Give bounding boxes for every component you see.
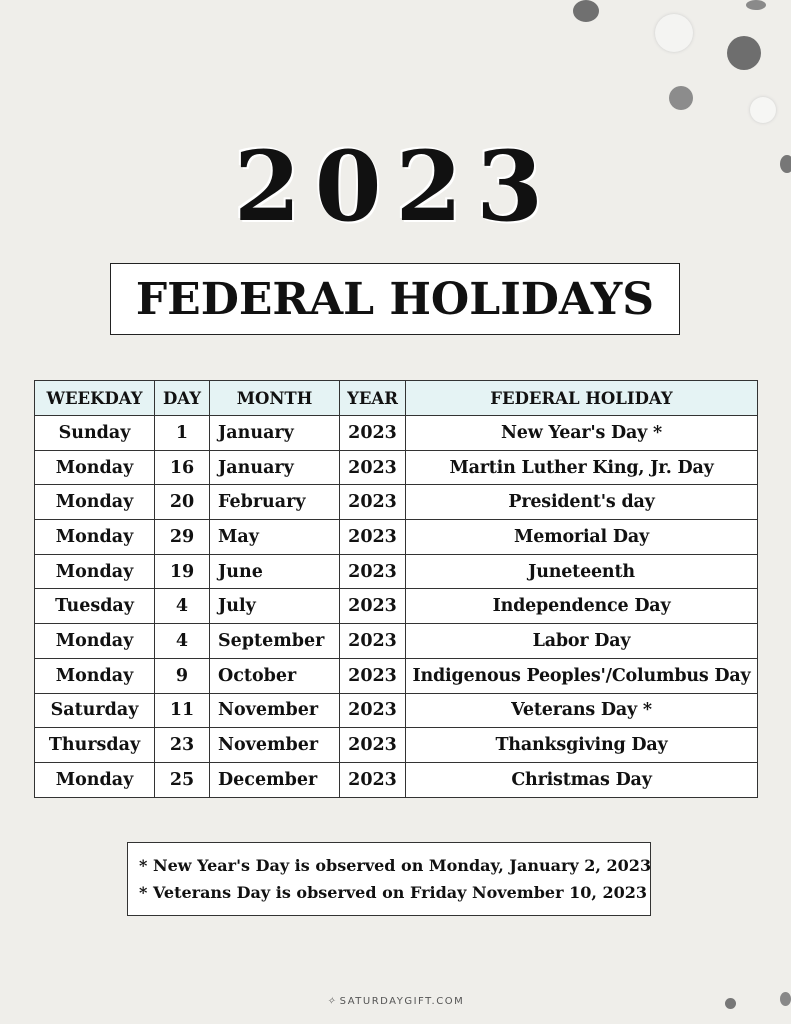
cell-day: 16: [155, 450, 210, 485]
cell-year: 2023: [340, 762, 406, 797]
cell-holiday: Martin Luther King, Jr. Day: [406, 450, 758, 485]
cell-holiday: Thanksgiving Day: [406, 728, 758, 763]
cell-month: November: [210, 728, 340, 763]
cell-weekday: Monday: [35, 554, 155, 589]
cell-year: 2023: [340, 520, 406, 555]
cell-holiday: Christmas Day: [406, 762, 758, 797]
observance-notes: [127, 842, 651, 916]
cell-day: 29: [155, 520, 210, 555]
cell-month: December: [210, 762, 340, 797]
table-header-row: [35, 381, 758, 416]
table-row: [35, 554, 758, 589]
cell-holiday: New Year's Day *: [406, 416, 758, 451]
table-row: [35, 624, 758, 659]
confetti-dot: [727, 36, 761, 70]
header-day: DAY: [155, 381, 210, 416]
header-month: MONTH: [210, 381, 340, 416]
page-subtitle: [110, 263, 680, 335]
cell-weekday: Monday: [35, 485, 155, 520]
cell-month: October: [210, 658, 340, 693]
cell-month: November: [210, 693, 340, 728]
cell-day: 19: [155, 554, 210, 589]
confetti-dot: [573, 0, 599, 22]
cell-day: 4: [155, 589, 210, 624]
cell-year: 2023: [340, 728, 406, 763]
cell-year: 2023: [340, 589, 406, 624]
cell-month: September: [210, 624, 340, 659]
cell-weekday: Monday: [35, 762, 155, 797]
cell-weekday: Saturday: [35, 693, 155, 728]
cell-holiday: Veterans Day *: [406, 693, 758, 728]
cell-day: 9: [155, 658, 210, 693]
cell-month: January: [210, 450, 340, 485]
brand-logo-icon: ✧: [326, 996, 337, 1007]
cell-year: 2023: [340, 624, 406, 659]
cell-weekday: Thursday: [35, 728, 155, 763]
confetti-dot: [746, 0, 766, 10]
cell-weekday: Tuesday: [35, 589, 155, 624]
cell-day: 1: [155, 416, 210, 451]
cell-weekday: Sunday: [35, 416, 155, 451]
cell-year: 2023: [340, 485, 406, 520]
cell-holiday: Independence Day: [406, 589, 758, 624]
footer-brand: [0, 996, 791, 1007]
table-row: [35, 589, 758, 624]
cell-holiday: President's day: [406, 485, 758, 520]
cell-month: January: [210, 416, 340, 451]
header-weekday: WEEKDAY: [35, 381, 155, 416]
note-veterans: * Veterans Day is observed on Friday November 10, 2023: [139, 883, 648, 902]
brand-text: SATURDAYGIFT.COM: [339, 996, 465, 1007]
cell-holiday: Indigenous Peoples'/Columbus Day: [406, 658, 758, 693]
cell-day: 4: [155, 624, 210, 659]
cell-holiday: Labor Day: [406, 624, 758, 659]
cell-day: 25: [155, 762, 210, 797]
cell-day: 11: [155, 693, 210, 728]
cell-holiday: Memorial Day: [406, 520, 758, 555]
cell-year: 2023: [340, 450, 406, 485]
cell-year: 2023: [340, 693, 406, 728]
note-new-years: * New Year's Day is observed on Monday, January 2, 2023: [139, 856, 652, 875]
cell-year: 2023: [340, 658, 406, 693]
table-row: [35, 485, 758, 520]
cell-month: July: [210, 589, 340, 624]
cell-day: 23: [155, 728, 210, 763]
cell-year: 2023: [340, 554, 406, 589]
cell-year: 2023: [340, 416, 406, 451]
cell-weekday: Monday: [35, 520, 155, 555]
cell-day: 20: [155, 485, 210, 520]
table-row: [35, 520, 758, 555]
cell-holiday: Juneteenth: [406, 554, 758, 589]
cell-month: June: [210, 554, 340, 589]
header-year: YEAR: [340, 381, 406, 416]
table-row: [35, 450, 758, 485]
table-row: [35, 693, 758, 728]
cell-weekday: Monday: [35, 658, 155, 693]
table-body: [35, 416, 758, 798]
header-federal-holiday: FEDERAL HOLIDAY: [406, 381, 758, 416]
cell-month: May: [210, 520, 340, 555]
confetti-dot: [655, 14, 693, 52]
subtitle-text: FEDERAL HOLIDAYS: [135, 273, 655, 325]
table-row: [35, 416, 758, 451]
confetti-dot: [750, 97, 776, 123]
table-row: [35, 762, 758, 797]
table-row: [35, 658, 758, 693]
holiday-table: [34, 380, 758, 798]
cell-weekday: Monday: [35, 624, 155, 659]
page-title-year: 2023: [233, 130, 558, 243]
cell-weekday: Monday: [35, 450, 155, 485]
confetti-dot: [669, 86, 693, 110]
table-row: [35, 728, 758, 763]
cell-month: February: [210, 485, 340, 520]
